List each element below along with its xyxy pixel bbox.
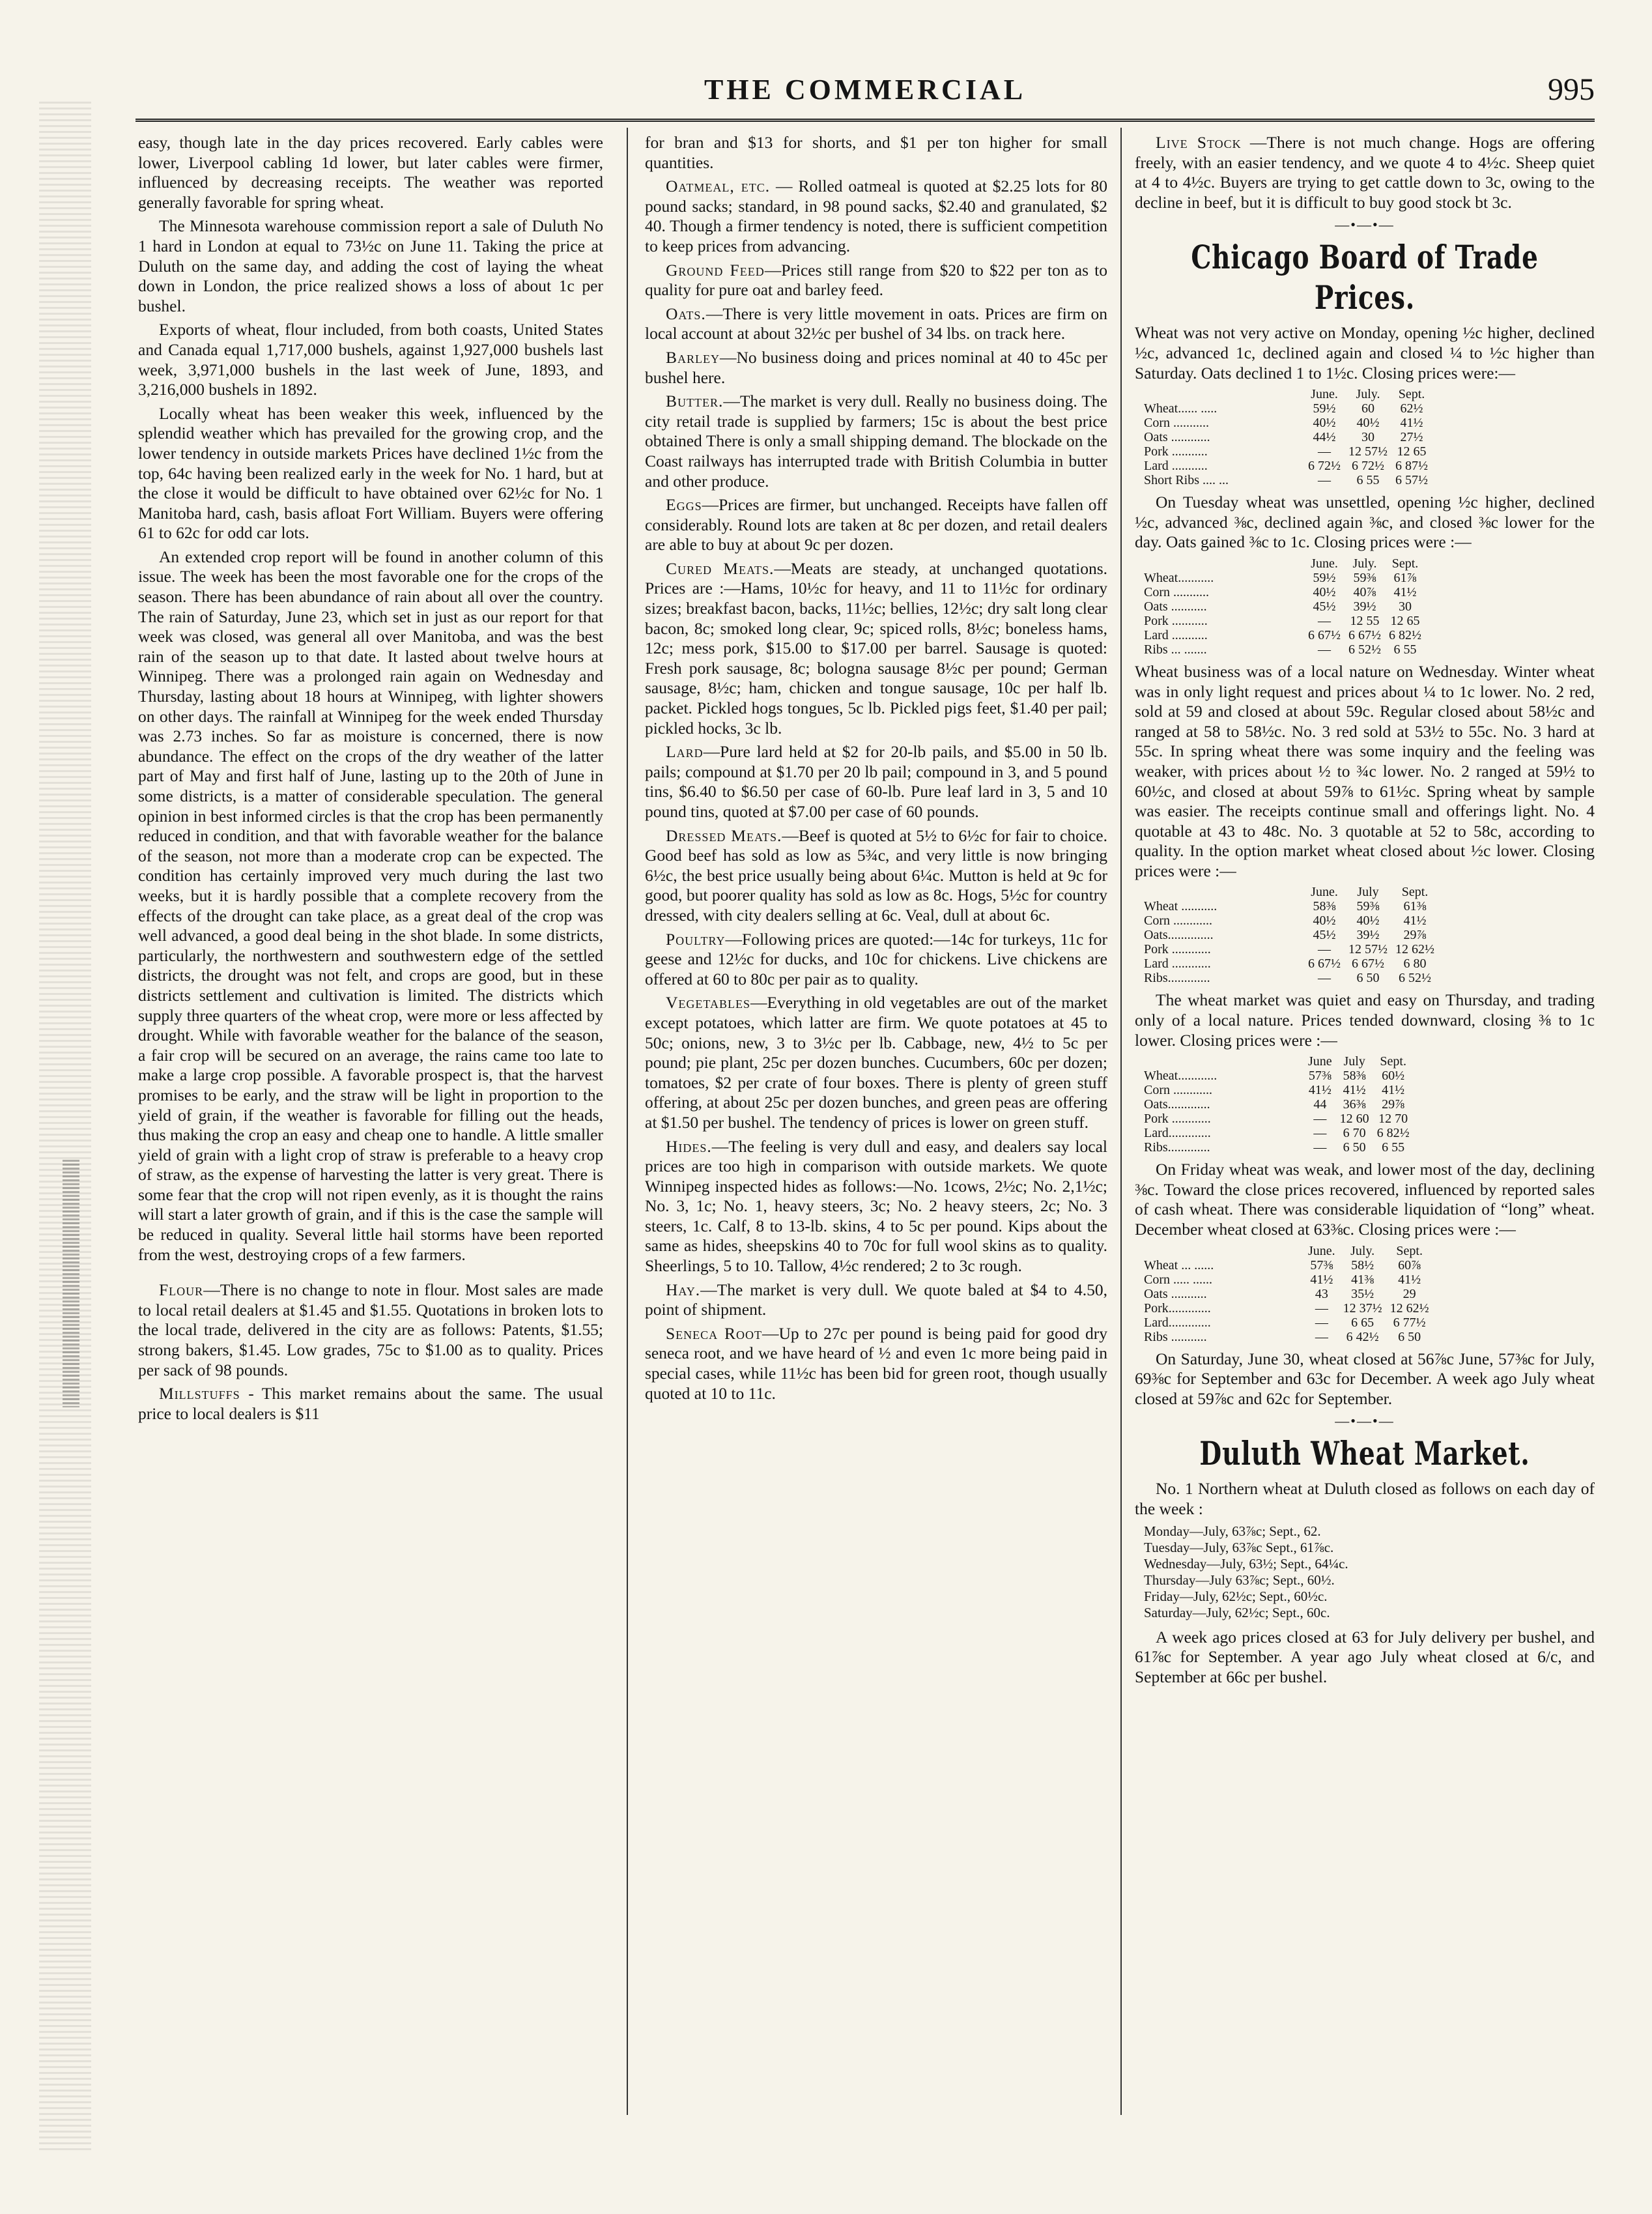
section-head: Cured Meats. [666, 558, 775, 578]
chicago-thursday: The wheat market was quiet and easy on Thursday, and trading only of a local nature. Prices tended downward, closing ⅜ to 1c lower. Closing prices were :— [1135, 990, 1595, 1050]
price-cell: 12 65 [1390, 613, 1420, 628]
table-row [1144, 1330, 1437, 1344]
commodity-label: Oats.............. [1144, 928, 1214, 943]
chicago-heading: Chicago Board of Trade Prices. [1191, 238, 1539, 317]
section-head: Hay. [666, 1280, 701, 1299]
price-cell: 40½ [1356, 416, 1380, 431]
commodity-label: Wheat............ [1144, 1069, 1218, 1084]
price-cell: 45½ [1313, 599, 1336, 614]
commodity-label: Ribs............. [1144, 971, 1210, 986]
duluth-daily-list [1144, 1523, 1595, 1621]
section-head: Butter. [666, 392, 724, 411]
price-cell: — [1313, 1140, 1327, 1155]
commodity-label: Lard ........... [1144, 459, 1208, 474]
section-head: Oatmeal, etc. [666, 177, 771, 196]
page-number: 995 [1548, 72, 1595, 107]
market-item: Butter.—The market is very dull. Really no business doing. The city retail trade is supplied by farmers; 15c is about the best price obtained There is only a small shipping demand. The blockade on the Coast railways has interrupted trade with British Columbia in butter and other produce. [645, 392, 1107, 491]
table-header-row [1144, 387, 1436, 401]
price-cell: 12 62½ [1389, 1301, 1429, 1315]
price-cell: 6 42½ [1346, 1329, 1379, 1344]
price-cell: 6 67½ [1308, 627, 1341, 642]
list-item: Thursday—July 63⅞c; Sept., 60½. [1144, 1572, 1335, 1588]
duluth-closing: A week ago prices closed at 63 for July delivery per bushel, and 61⅞c for September. A year ago July wheat closed at 6/c, and September at 66c per bushel. [1135, 1627, 1595, 1686]
table-row [1144, 1272, 1437, 1287]
market-item: Vegetables—Everything in old vegetables are out of the market except potatoes, which latter are firm. We quote potatoes at 45 to 50c; onions, new, 3 to 3½c per lb. Cabbage, new, 4½ to 5c per pound; pie plant, 25c per dozen bunches. Cucumbers, 60c per dozen; tomatoes, $2 per crate of four boxes. There is plenty of green stuff offering, at about 25c per dozen bunches, and green peas are offering at $1.50 per bushel. The tendency of prices is lower on green stuff. [645, 993, 1107, 1132]
market-item: Hay.—The market is very dull. We quote baled at $4 to 4.50, point of shipment. [645, 1280, 1107, 1319]
price-cell: — [1315, 1329, 1328, 1344]
table-row [1144, 1140, 1417, 1155]
price-cell: 6 50 [1398, 1329, 1421, 1344]
table-row [1144, 1301, 1437, 1315]
list-item: Monday—July, 63⅞c; Sept., 62. [1144, 1523, 1321, 1539]
price-cell: — [1318, 613, 1331, 628]
column-header: Sept. [1391, 556, 1419, 571]
chicago-friday: On Friday wheat was weak, and lower most of the day, declining ⅜c. Toward the close prices recovered, influenced by reported sales of cash wheat. There was considerable liquidation of “long” wheat. December wheat closed at 63⅜c. Closing prices were :— [1135, 1160, 1595, 1239]
price-cell: 6 82½ [1376, 1126, 1410, 1141]
table-row [1144, 401, 1436, 416]
section-head: Dressed Meats. [666, 826, 782, 845]
market-item: Lard—Pure lard held at $2 for 20-lb pails, and $5.00 in 50 lb. pails; compound at $1.70 per 20 lb pail; compound in 3, and 5 pound tins, $6.40 to $6.50 per case of 60-lb. Pure leaf lard in 3, 5 and 10 pound tins, quoted at $7.00 per case of 60 pounds. [645, 742, 1107, 821]
price-cell: 6 67½ [1352, 956, 1384, 971]
price-cell: — [1313, 1112, 1327, 1127]
table-row [1144, 614, 1429, 628]
price-cell: 12 55 [1350, 613, 1380, 628]
scan-edge-mark [63, 1160, 79, 1407]
paragraph: An extended crop report will be found in another column of this issue. The week has been the most favorable one for the crops of the season. There has been abundance of rain about all over the country. The rain of Saturday, June 23, which set in just as our report for that week was closed, was general all over Manitoba, and was the best rain of the season up to that date. It lasted about twelve hours at Winnipeg. There was a prolonged rain again on Wednesday and Thursday, lasting about 18 hours at Winnipeg, with lighter showers on other days. The rainfall at Winnipeg for the week ended Thursday was 2.73 inches. So far as moisture is concerned, there is now abundance. The effect on the crops of the dry weather of the latter part of May and first half of June, lasting up to the 20th of June in some districts, is a matter of considerable speculation. The general opinion in best informed circles is that the crop has been permanently reduced in condition, and that with favorable weather for the balance of the season, not more than a moderate crop can be expected. The condition has certainly improved very much during the last two weeks, but it is hardly possible that a complete recovery from the effects of the drought can take place, as a great deal of the crop was well advanced, a good deal being in the shot blade. In some districts, particularly, the northwestern and southwestern edge of the settled districts, the drought was not felt, and crops are good, but in these districts settlement and cultivation is limited. The districts which supply three quarters of the wheat crop, were more or less affected by drought. While with favorable weather for the balance of the season, a fair crop will be secured on an average, the rains came too late to make a large crop possible. A favorable prospect is, that the harvest promises to be early, and the straw will be light in proportion to the yield of grain, if the weather is favorable for filling out the heads, thus making the crop an easy and cheap one to handle. A little smaller yield of grain with a light crop of straw is preferable to a heavy crop of straw, as the expense of harvesting the latter is very great. There is some fear that the crop will not ripen evenly, as it is thought the rains will start a later growth of grain, and if this is the case the sample will be reduced in quality. Several little hail storms have been reported from the west, destroying crops of a few farmers. [138, 547, 603, 1264]
price-cell: 30 [1399, 599, 1412, 614]
table-row [1144, 1112, 1417, 1126]
commodity-label: Pork ............ [1144, 1112, 1211, 1127]
commodity-label: Lard............. [1144, 1315, 1211, 1330]
table-row [1144, 599, 1429, 614]
table-header-row [1144, 1244, 1437, 1258]
price-cell: 41½ [1382, 1083, 1405, 1098]
price-cell: 27½ [1400, 430, 1423, 445]
price-cell: 44 [1313, 1097, 1327, 1112]
price-cell: 59⅜ [1356, 899, 1380, 914]
price-cell: 6 72½ [1352, 459, 1384, 474]
table-row [1144, 444, 1436, 459]
price-cell: 40½ [1313, 584, 1336, 599]
flour-report: Flour—There is no change to note in flour. Most sales are made to local retail dealers at $1.45 and $1.55. Quotations in broken lots to the local trade, delivered in the city are as follows: Patents, $1.55; strong bakers, $1.45. Low grades, 75c to $1.00 as to quality. Prices per sack of 98 pounds. [138, 1280, 603, 1379]
commodity-label: Pork ............ [1144, 942, 1211, 957]
price-cell: 6 67½ [1348, 627, 1381, 642]
column-header: Sept. [1401, 885, 1429, 900]
price-cell: 6 52½ [1399, 971, 1431, 986]
paragraph: Locally wheat has been weaker this week, influenced by the splendid weather which has prevailed for the growing crop, and the lower tendency in outside markets Prices have declined 1½c from the top, 64c having been realized early in the week for No. 1 hard, but at the close it would be difficult to have obtained over 62½c for No. 1 Manitoba hard, cash, basis afloat Fort William. Buyers were offering 61 to 62c for odd car lots. [138, 403, 603, 543]
table-row [1144, 473, 1436, 487]
price-cell: 58½ [1351, 1258, 1374, 1272]
price-cell: 44½ [1313, 430, 1336, 445]
column-header: June. [1311, 885, 1338, 900]
column-1 [138, 133, 603, 1428]
price-cell: 60½ [1382, 1069, 1405, 1084]
commodity-label: Wheat ........... [1144, 899, 1218, 914]
header-rule [135, 119, 1595, 122]
price-table-wednesday [1144, 885, 1442, 985]
price-cell: 58⅜ [1313, 899, 1336, 914]
duluth-intro: No. 1 Northern wheat at Duluth closed as follows on each day of the week : [1135, 1479, 1595, 1518]
price-cell: 6 57½ [1395, 473, 1428, 488]
column-header: July. [1352, 556, 1377, 571]
table-row [1144, 1083, 1417, 1097]
commodity-label: Corn ........... [1144, 584, 1209, 599]
table-row [1144, 628, 1429, 642]
price-cell: 6 82½ [1389, 627, 1421, 642]
market-item: Cured Meats.—Meats are steady, at unchanged quotations. Prices are :—Hams, 10½c for heavy, and 11 to 11½c for ordinary sizes; breakfast bacon, backs, 11½c; bellies, 12½c; dry salt long clear bacon, 8c; smoked long clear, 9c; spiced rolls, 8½c; boneless hams, 12c; mess pork, $15.00 to $17.00 per barrel. Sausage is quoted: Fresh pork sausage, 8c; bologna sausage 8½c per pound; German sausage, 8½c; ham, chicken and tongue sausage, 10c per half lb. packet. Pickled hogs tongues, 5c lb. Pickled pigs feet, $1.40 per pail; pickled hocks, 3c lb. [645, 558, 1107, 738]
table-row [1144, 571, 1429, 585]
column-header: July. [1350, 1243, 1375, 1258]
table-row [1144, 942, 1442, 956]
commodity-label: Lard ........... [1144, 627, 1208, 642]
live-stock-report: Live Stock —There is not much change. Hogs are offering freely, with an easier tendency, and we quote 4 to 4½c. Sheep quiet at 4 to 4½c. Buyers are trying to get cattle down to 3c, owing to the decline in beef, but it is difficult to buy good stock bt 3c. [1135, 133, 1595, 212]
millstuffs-report: Millstuffs - This market remains about the same. The usual price to local dealers is $11 [138, 1384, 603, 1423]
price-cell: 12 37½ [1343, 1301, 1382, 1315]
price-cell: 61⅜ [1403, 899, 1427, 914]
price-cell: 6 67½ [1308, 956, 1341, 971]
column-header: June [1308, 1054, 1332, 1069]
paragraph: easy, though late in the day prices recovered. Early cables were lower, Liverpool cabling 1d lower, but later cables were firmer, influenced by decreasing receipts. The weather was reported generally favorable for spring wheat. [138, 133, 603, 212]
price-cell: 12 70 [1378, 1112, 1408, 1127]
market-item: Eggs—Prices are firmer, but unchanged. Receipts have fallen off considerably. Round lots are taken at 8c per dozen, and retail dealers are able to buy at about 9c per dozen. [645, 495, 1107, 554]
table-row [1144, 585, 1429, 599]
price-cell: 6 87½ [1395, 459, 1428, 474]
section-head: Poultry [666, 929, 726, 949]
price-cell: 40½ [1356, 913, 1380, 928]
market-item: Poultry—Following prices are quoted:—14c for turkeys, 11c for geese and 12½c for ducks, and 10c for chickens. Live chickens are offered at 60 to 80c per pair as to quality. [645, 929, 1107, 988]
table-row [1144, 1258, 1437, 1272]
commodity-label: Oats............. [1144, 1097, 1210, 1112]
commodity-label: Wheat...... ..... [1144, 401, 1218, 416]
table-row [1144, 642, 1429, 657]
commodity-label: Corn ..... ...... [1144, 1272, 1212, 1287]
price-cell: 36⅜ [1343, 1097, 1366, 1112]
commodity-label: Corn ........... [1144, 416, 1209, 431]
price-cell: — [1315, 1315, 1328, 1330]
price-cell: 41½ [1400, 416, 1423, 431]
price-cell: — [1318, 444, 1331, 459]
price-cell: 41½ [1310, 1272, 1333, 1287]
table-row [1144, 1126, 1417, 1140]
market-item: Hides.—The feeling is very dull and easy, and dealers say local prices are too high in comparison with outside markets. We quote Winnipeg inspected hides as follows:—No. 1cows, 2½c; No. 2,1½c; No. 3, 1c; No. 1, heavy steers, 3c; No. 2 heavy steers, 2c; No. 3 steers, 1c. Calf, 8 to 13-lb. skins, 4 to 5c per pound. Kips about the same as hides, sheepskins 40 to 70c for full wool skins as to quality. Sheerlings, 5 to 10. Tallow, 4½c rendered; 2 to 3c rough. [645, 1136, 1107, 1276]
price-cell: 57⅜ [1308, 1069, 1332, 1084]
commodity-label: Ribs ........... [1144, 1329, 1207, 1344]
price-table-friday [1144, 1244, 1437, 1344]
price-cell: 41½ [1343, 1083, 1366, 1098]
table-row [1144, 1069, 1417, 1083]
chicago-wednesday: Wheat business was of a local nature on Wednesday. Winter wheat was in only light request and prices about ¼ to 1c lower. No. 2 red, sold at 59 and closed at about 59c. Regular closed about 58½c and ranged at 58 to 58½c. No. 3 red sold at 53½ to 55c. No. 3 hard at 55c. In spring wheat there was some inquiry and the feeling was weaker, with prices about ½ to ¾c lower. No. 2 ranged at 59½ to 60½c, and closed at about 59⅞ to 61½c. Spring wheat by sample was easier. The receipts continue small and offerings light. No. 4 quotable at 43 to 48c. No. 3 quotable at 52 to 58c, according to quality. In the option market wheat closed about ½c lower. Closing prices were :— [1135, 661, 1595, 880]
price-cell: 12 57½ [1348, 444, 1388, 459]
separator-ornament: —•—•— [1335, 216, 1395, 233]
price-cell: — [1313, 1126, 1327, 1141]
scan-edge-shadow [39, 98, 91, 2150]
price-table-monday [1144, 387, 1436, 487]
column-header: Sept. [1396, 1243, 1423, 1258]
market-item: Barley—No business doing and prices nominal at 40 to 45c per bushel here. [645, 347, 1107, 387]
section-head-live-stock: Live Stock [1156, 133, 1242, 152]
price-cell: 6 50 [1343, 1140, 1366, 1155]
list-item: Wednesday—July, 63½; Sept., 64¼c. [1144, 1555, 1348, 1572]
section-head: Vegetables [666, 993, 750, 1013]
section-head: Seneca Root [666, 1323, 762, 1343]
price-cell: — [1315, 1301, 1328, 1315]
price-cell: 41½ [1393, 584, 1417, 599]
price-cell: 30 [1361, 430, 1374, 445]
list-item: Tuesday—July, 63⅞c Sept., 61⅞c. [1144, 1539, 1334, 1555]
price-cell: 6 80 [1403, 956, 1427, 971]
price-cell: 39½ [1353, 599, 1376, 614]
price-cell: 60⅞ [1398, 1258, 1421, 1272]
market-item: Ground Feed—Prices still range from $20 to $22 per ton as to quality for pure oat and barley feed. [645, 260, 1107, 300]
column-header: June. [1311, 556, 1338, 571]
table-row [1144, 971, 1442, 985]
table-row [1144, 928, 1442, 942]
price-cell: 41½ [1398, 1272, 1421, 1287]
price-cell: 6 50 [1356, 971, 1380, 986]
table-header-row [1144, 885, 1442, 899]
price-cell: 6 70 [1343, 1126, 1366, 1141]
table-header-row [1144, 1054, 1417, 1069]
section-head-millstuffs: Millstuffs [159, 1384, 240, 1403]
chicago-tuesday: On Tuesday wheat was unsettled, opening ½c higher, declined ½c, advanced ⅜c, declined again ⅜c, and closed ⅜c lower for the day. Oats gained ⅜c to 1c. Closing prices were :— [1135, 493, 1595, 552]
price-cell: 12 60 [1339, 1112, 1369, 1127]
table-row [1144, 956, 1442, 971]
commodity-label: Lard ............ [1144, 956, 1211, 971]
duluth-heading: Duluth Wheat Market. [1199, 1434, 1530, 1473]
chicago-monday: Wheat was not very active on Monday, opening ½c higher, declined ½c, advanced 1c, declined again and closed ¼ to ½c higher than Saturday. Oats declined 1 to 1½c. Closing prices were:— [1135, 323, 1595, 382]
commodity-label: Oats ........... [1144, 599, 1207, 614]
price-table-thursday [1144, 1054, 1417, 1155]
publication-title: THE COMMERCIAL [704, 74, 1027, 106]
price-cell: 41½ [1403, 913, 1427, 928]
commodity-label: Oats ............ [1144, 430, 1210, 445]
market-item: Seneca Root—Up to 27c per pound is being paid for good dry seneca root, and we have heard of ½ and even 1c more being paid in special cases, while 11½c has been bid for green root, though usually quoted at 10 to 11c. [645, 1323, 1107, 1403]
price-cell: 59½ [1313, 570, 1336, 585]
market-item: Oats.—There is very little movement in oats. Prices are firm on local account at about 32½c per bushel of 34 lbs. on track here. [645, 304, 1107, 343]
price-cell: 6 55 [1356, 473, 1380, 488]
price-cell: — [1318, 942, 1331, 957]
price-cell: 39½ [1356, 928, 1380, 943]
table-row [1144, 899, 1442, 913]
commodity-label: Corn ............ [1144, 913, 1212, 928]
price-cell: 59½ [1313, 401, 1336, 416]
table-row [1144, 1315, 1437, 1330]
column-header: July [1357, 885, 1379, 900]
table-row [1144, 416, 1436, 430]
commodity-label: Wheat ... ...... [1144, 1258, 1214, 1272]
section-head: Ground Feed [666, 260, 765, 280]
price-cell: 6 52½ [1348, 642, 1381, 657]
market-item: Oatmeal, etc. — Rolled oatmeal is quoted at $2.25 lots for 80 pound sacks; standard, in 98 pound sacks, $2.40 and granulated, $2 40. Though a firmer tendency is noted, there is sufficient competition to keep prices from advancing. [645, 177, 1107, 255]
market-item: Dressed Meats.—Beef is quoted at 5½ to 6½c for fair to choice. Good beef has sold as low as 5¾c, and very little is now bringing 6½c, the best price usually being about 6¼c. Mutton is held at 9c for good, but poorer quality has sold as low as 8c. Hogs, 5½c for country dressed, with city dealers selling at 6c. Veal, dull at about 6c. [645, 826, 1107, 925]
market-item: for bran and $13 for shorts, and $1 per ton higher for small quantities. [645, 133, 1107, 172]
commodity-label: Pork............. [1144, 1301, 1211, 1315]
commodity-label: Wheat........... [1144, 570, 1214, 585]
chicago-saturday: On Saturday, June 30, wheat closed at 56⅞c June, 57⅜c for July, 69⅜c for September and 63c for December. A week ago July wheat closed at 59⅞c and 62c for September. [1135, 1349, 1595, 1408]
commodity-label: Ribs ... ....... [1144, 642, 1207, 657]
price-cell: 41⅜ [1351, 1272, 1374, 1287]
list-item: Friday—July, 62½c; Sept., 60½c. [1144, 1588, 1328, 1604]
price-cell: 41½ [1308, 1083, 1332, 1098]
masthead [135, 63, 1595, 116]
price-cell: 12 65 [1397, 444, 1427, 459]
column-rule-1 [627, 128, 628, 2115]
column-2 [645, 133, 1107, 1407]
price-cell: 29⅞ [1382, 1097, 1405, 1112]
price-cell: 6 55 [1393, 642, 1417, 657]
price-cell: 29 [1403, 1286, 1416, 1301]
section-head: Eggs [666, 495, 702, 515]
price-cell: 6 72½ [1308, 459, 1341, 474]
price-cell: — [1318, 473, 1331, 488]
price-cell: 40⅞ [1353, 584, 1376, 599]
table-header-row [1144, 556, 1429, 571]
list-item: Saturday—July, 62½c; Sept., 60c. [1144, 1604, 1330, 1620]
price-cell: 12 62½ [1395, 942, 1434, 957]
price-table-tuesday [1144, 556, 1429, 657]
table-row [1144, 430, 1436, 444]
column-header: Sept. [1398, 387, 1425, 402]
price-cell: 40½ [1313, 416, 1336, 431]
section-head: Oats. [666, 304, 706, 323]
commodity-label: Oats ........... [1144, 1286, 1207, 1301]
commodity-label: Corn ............ [1144, 1083, 1212, 1098]
commodity-label: Pork ........... [1144, 613, 1208, 628]
price-cell: — [1318, 971, 1331, 986]
price-cell: 43 [1315, 1286, 1328, 1301]
commodity-label: Pork ........... [1144, 444, 1208, 459]
table-row [1144, 913, 1442, 928]
price-cell: 58⅜ [1343, 1069, 1366, 1084]
price-cell: 61⅞ [1393, 570, 1417, 585]
price-cell: 57⅜ [1310, 1258, 1333, 1272]
paragraph: Exports of wheat, flour included, from both coasts, United States and Canada equal 1,717,000 bushels, against 1,927,000 bushels last week, 3,971,000 bushels in the last week of June, 1893, and 3,216,000 bushels in 1892. [138, 320, 603, 399]
section-head-flour: Flour [159, 1280, 204, 1300]
commodity-label: Lard............. [1144, 1126, 1211, 1141]
column-header: July [1343, 1054, 1365, 1069]
table-row [1144, 1097, 1417, 1112]
table-row [1144, 1287, 1437, 1301]
column-header: Sept. [1380, 1054, 1406, 1069]
column-header: June. [1308, 1243, 1335, 1258]
price-cell: 6 55 [1382, 1140, 1405, 1155]
price-cell: 62½ [1400, 401, 1423, 416]
commodity-label: Short Ribs .... ... [1144, 473, 1229, 488]
section-head: Hides. [666, 1136, 712, 1156]
price-cell: 12 57½ [1348, 942, 1388, 957]
section-head: Barley [666, 347, 720, 367]
price-cell: 59⅜ [1353, 570, 1376, 585]
price-cell: — [1318, 642, 1331, 657]
price-cell: 40½ [1313, 913, 1336, 928]
price-cell: 60 [1361, 401, 1374, 416]
price-cell: 35½ [1351, 1286, 1374, 1301]
separator-ornament: —•—•— [1335, 1413, 1395, 1430]
paragraph: The Minnesota warehouse commission report a sale of Duluth No 1 hard in London at equal to 73½c on June 11. Taking the price at Duluth on the same day, and adding the cost of laying the wheat down in London, the price realized shows a loss of about 1c per bushel. [138, 216, 603, 315]
column-rule-2 [1120, 128, 1122, 2115]
column-header: June. [1311, 387, 1338, 402]
price-cell: 6 77½ [1393, 1315, 1426, 1330]
column-header: July. [1356, 387, 1380, 402]
section-head: Lard [666, 742, 704, 762]
price-cell: 45½ [1313, 928, 1336, 943]
table-row [1144, 459, 1436, 473]
price-cell: 29⅞ [1403, 928, 1427, 943]
price-cell: 6 65 [1351, 1315, 1374, 1330]
column-3 [1135, 133, 1595, 1691]
commodity-label: Ribs............. [1144, 1140, 1210, 1155]
